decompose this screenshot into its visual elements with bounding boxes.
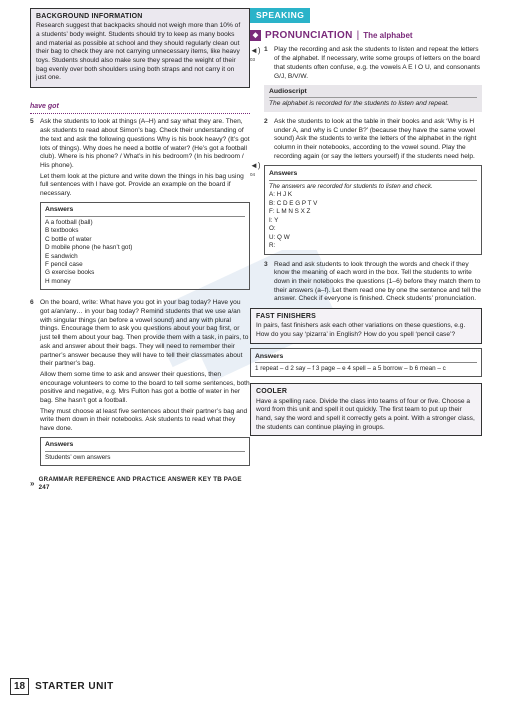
pronunciation-icon: ◆ xyxy=(250,30,261,41)
answer-item: C bottle of water xyxy=(45,235,92,243)
answer-item: U: Q W xyxy=(269,233,290,241)
activity-3-text: Read and ask students to look through the words and check if they know the meaning of each word in the box. Tell the students to write down in their notebooks the questions (1–6) before they match them to their answers (a–f). Let them read one by one the sentence and tell the answer. Check if everyone is finished. Check students’ pronunciation. xyxy=(274,260,482,303)
answer-item: A a football (ball) xyxy=(45,218,93,226)
activity-6-text-3: They must choose at least five sentences about their partner’s bag and write them down in their notebooks. Ask students to read what they have done. xyxy=(40,407,248,433)
answers-heading: Answers xyxy=(269,169,477,180)
answers-intro: The answers are recorded for students to listen and check. xyxy=(269,182,433,190)
answers-box-6 xyxy=(40,437,250,466)
activity-5 xyxy=(30,118,250,295)
answers-box-3 xyxy=(250,348,482,378)
answers-heading: Answers xyxy=(45,206,245,217)
fast-finishers-text: In pairs, fast finishers ask each other variations on these questions, e.g. How do you say ‘pizarra’ in English? How do you spell ‘pencil case’? xyxy=(256,322,466,339)
right-column xyxy=(250,8,482,436)
answers-text: 1 repeat – d 2 say – f 3 page – e 4 spell – a 5 borrow – b 6 mean – c xyxy=(255,364,446,372)
pronunciation-heading xyxy=(250,29,482,42)
answer-item: B textbooks xyxy=(45,227,79,235)
answer-item: D mobile phone (he hasn’t got) xyxy=(45,244,133,252)
audio-speaker-icon[interactable]: ◄) 03 xyxy=(250,46,261,62)
cooler-heading: COOLER xyxy=(256,388,288,396)
unit-label: STARTER UNIT xyxy=(35,680,114,692)
activity-5-text-1: Ask the students to look at things (A–H) and say what they are. Then, ask students to read about Simon’s bag. Check their understanding of the text and ask the following questions Why is his book heavy? (It’s got lots of things). Why does he need a bottle of water? (He’s got a football club). Where is his phone? / What’s in his bedroom? (In his bedroom / His phone). xyxy=(40,118,250,169)
page-footer xyxy=(10,678,114,695)
answer-item: O: xyxy=(269,225,276,233)
activity-5-text-2: Let them look at the picture and write down the things in his bag using full sentences with I have got. Provide an example on the board if necessary. xyxy=(40,172,244,198)
answer-text: Students’ own answers xyxy=(45,453,111,461)
answer-item: H money xyxy=(45,277,71,285)
pronunciation-title: PRONUNCIATION xyxy=(265,30,353,42)
activity-3-number: 3 xyxy=(264,260,268,268)
fast-finishers-box xyxy=(250,308,482,344)
background-information-box xyxy=(30,8,250,88)
audioscript-text: The alphabet is recorded for the students to listen and repeat. xyxy=(269,100,449,108)
activity-3 xyxy=(250,261,482,305)
activity-6-text-2: Allow them some time to ask and answer their questions, then encourage volunteers to come to the board to tell some sentences, both positive and negative, e.g. Mrs Fulton has got a bottle of water in her bag. She hasn’t got a football. xyxy=(40,370,250,405)
audioscript-box xyxy=(264,85,482,112)
answer-item: F: L M N S X Z xyxy=(269,208,311,216)
activity-1-number: 1 xyxy=(264,46,268,54)
activity-6-number: 6 xyxy=(30,299,34,307)
answers-heading: Answers xyxy=(255,352,477,363)
pronunciation-subtitle: The alphabet xyxy=(363,30,413,40)
answer-item: E sandwich xyxy=(45,252,78,260)
grammar-reference-text: GRAMMAR REFERENCE AND PRACTICE ANSWER KEY TB PAGE 247 xyxy=(38,476,242,492)
audioscript-heading: Audioscript xyxy=(269,88,477,98)
activity-5-number: 5 xyxy=(30,118,34,126)
heading-separator: | xyxy=(356,30,360,42)
grammar-reference-link[interactable] xyxy=(30,476,250,492)
background-information-text: Research suggest that backpacks should not weigh more than 10% of a students’ body weight. Students should try to keep as many books and material as possible at school and they should regularly clean out their bag to check they are not carrying unnecessary items, like heavy toys. Students should also make sure they spread the weight of their bag evenly over both shoulders using both straps and not carry it on just one. xyxy=(36,22,241,82)
answer-item: G exercise books xyxy=(45,269,95,277)
answer-item: B: C D E G P T V xyxy=(269,199,318,207)
cooler-box xyxy=(250,383,482,436)
double-chevron-right-icon: » xyxy=(30,479,35,489)
have-got-section-title: have got xyxy=(30,102,250,114)
answer-item: F pencil case xyxy=(45,260,83,268)
left-column xyxy=(30,8,250,493)
answers-box-5 xyxy=(40,202,250,291)
activity-2-number: 2 xyxy=(264,117,268,125)
activity-2 xyxy=(250,118,482,162)
activity-1 xyxy=(250,46,482,81)
answer-item: A: H J K xyxy=(269,191,293,199)
fast-finishers-heading: FAST FINISHERS xyxy=(256,313,316,321)
cooler-text: Have a spelling race. Divide the class into teams of four or five. Choose a word from this unit and spell it out quickly. The first team to put up their hand, say the word and spell it correctly gets a point. With a stronger class, the students can continue playing in groups. xyxy=(256,397,475,431)
answer-item: I: Y xyxy=(269,216,279,224)
activity-6-text-1: On the board, write: What have you got in your bag today? Have you got a/an/any… in your bag today? Remind students that we use a/an with singular things (an before a vowel sound) and any with plural things. Encourage them to ask you questions about your bag first, or just tell them about your bag. Then provide them with a task, in pairs, to ask and answer about their bags. They will need to remember their partner’s answer because they will have to tell their classmates about their partner’s bag. xyxy=(40,299,249,368)
activity-2-text: Ask the students to look at the table in their books and ask ‘Why is H under A, and why is C under B?’ (because they have the same vowel sound) Ask the students to write the letters of the alphabet in the right column in their notebooks, according to the vowel sound. Play the recording again (or say the letters yourself) if the students need help. xyxy=(274,117,477,160)
answers-box-2 xyxy=(264,165,482,254)
answer-item: R: xyxy=(269,242,276,250)
answers-heading: Answers xyxy=(45,441,245,452)
activity-6 xyxy=(30,299,250,471)
background-information-heading: BACKGROUND INFORMATION xyxy=(36,13,143,20)
audio-speaker-icon[interactable]: ◄) 04 xyxy=(250,161,261,177)
speaking-tag: SPEAKING xyxy=(250,8,310,23)
page-number: 18 xyxy=(10,678,29,695)
answers-row-2 xyxy=(250,161,482,260)
activity-1-text: Play the recording and ask the students to listen and repeat the letters of the alphabet. If necessary, write some groups of letters on the board that students often confuse, e.g. the vowels A E I O U, and consonants G/J, B/V/W. xyxy=(274,46,480,80)
